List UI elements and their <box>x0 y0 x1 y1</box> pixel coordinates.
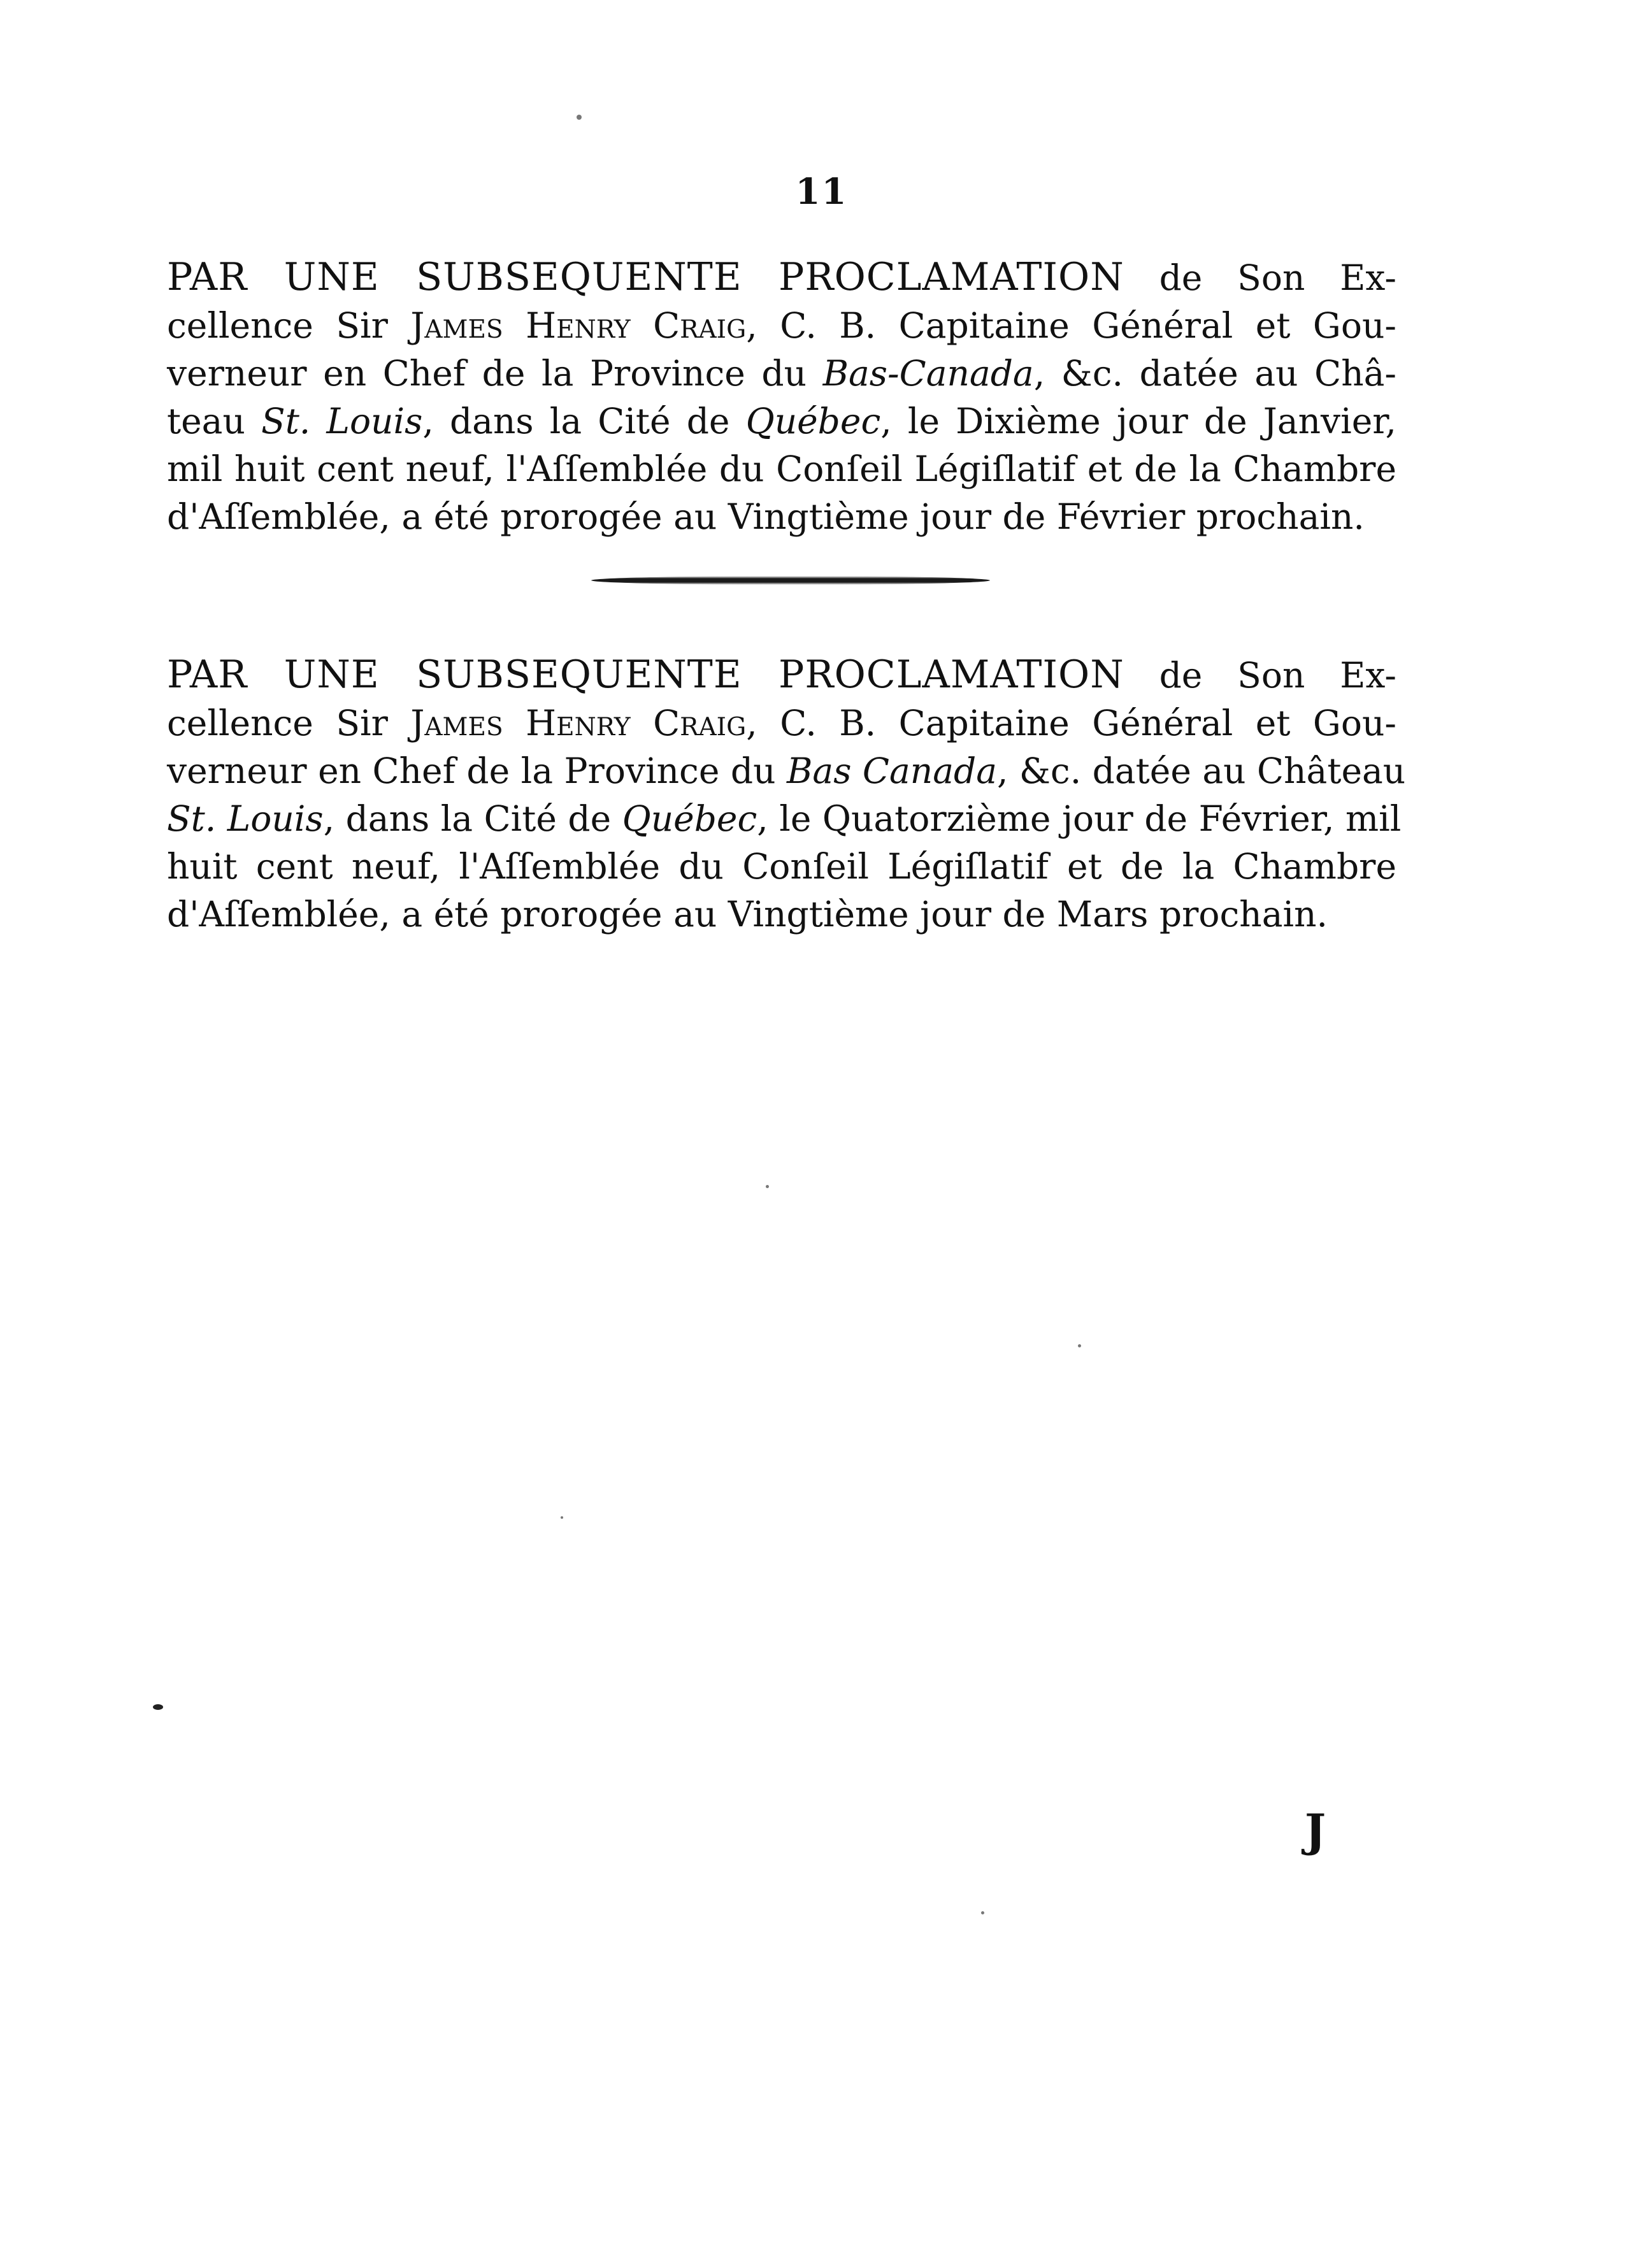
catchword: J <box>1305 1804 1326 1857</box>
paper-speck <box>1078 1344 1081 1347</box>
text-line: verneur en Chef de la Province du Bas Canada, &c. datée au Château <box>167 750 1406 791</box>
paper-speck <box>561 1516 563 1519</box>
text-line: mil huit cent neuf, l'Aſſemblée du Conſeil Légiſlatif et de la Chambre <box>167 449 1396 489</box>
proclamation-paragraph-1 <box>167 254 1396 541</box>
paper-speck <box>981 1911 984 1914</box>
text-line: cellence Sir James Henry Craig, C. B. Capitaine Général et Gou- <box>167 305 1396 346</box>
page-number: 11 <box>795 171 848 213</box>
text-line: d'Aſſemblée, a été prorogée au Vingtième jour de Mars prochain. <box>167 894 1328 935</box>
section-divider <box>591 576 990 585</box>
text-line: cellence Sir James Henry Craig, C. B. Capitaine Général et Gou- <box>167 703 1396 743</box>
text-line: PAR UNE SUBSEQUENTE PROCLAMATION de Son Ex- <box>167 652 1396 697</box>
text-line: St. Louis, dans la Cité de Québec, le Quatorzième jour de Février, mil <box>167 798 1402 839</box>
paper-speck <box>577 115 582 120</box>
paper-speck <box>766 1185 769 1188</box>
proclamation-paragraph-2 <box>167 651 1406 938</box>
text-line: verneur en Chef de la Province du Bas-Canada, &c. datée au Châ- <box>167 353 1396 394</box>
paper-speck <box>153 1704 163 1710</box>
text-line: teau St. Louis, dans la Cité de Québec, le Dixième jour de Janvier, <box>167 401 1396 441</box>
text-line: huit cent neuf, l'Aſſemblée du Conſeil Légiſlatif et de la Chambre <box>167 846 1396 887</box>
text-line: d'Aſſemblée, a été prorogée au Vingtième jour de Février prochain. <box>167 496 1365 537</box>
text-line: PAR UNE SUBSEQUENTE PROCLAMATION de Son Ex- <box>167 255 1396 299</box>
